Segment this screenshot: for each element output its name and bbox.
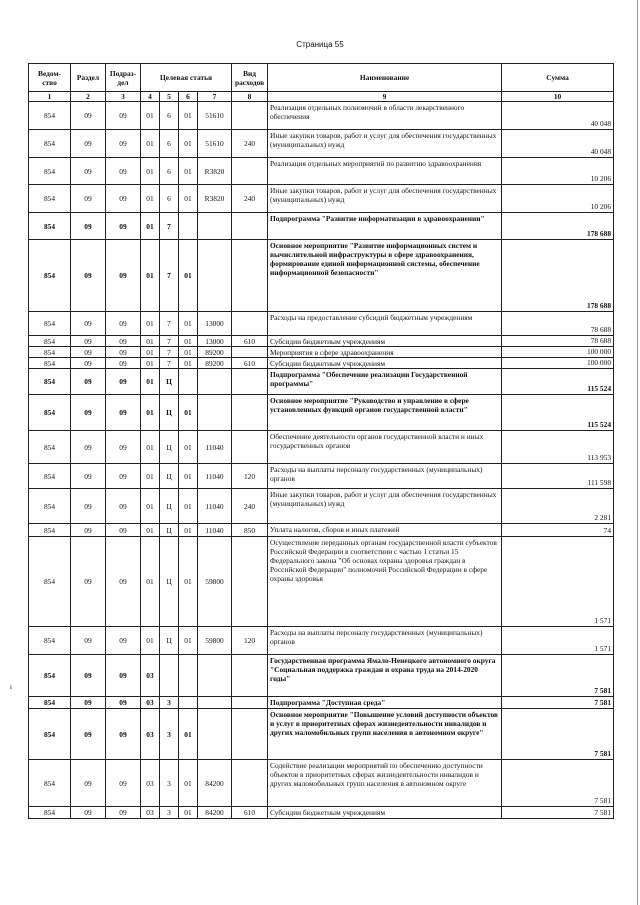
column-number-4: 4 (141, 92, 160, 102)
table-row (29, 240, 614, 312)
event-cell: 01 (179, 102, 198, 130)
razdel-cell: 09 (71, 537, 106, 627)
vedomstvo-cell: 854 (29, 627, 71, 655)
vid-raskhodov-cell: 120 (232, 627, 268, 655)
razdel-cell: 09 (71, 347, 106, 358)
razdel-cell: 09 (71, 369, 106, 395)
column-number-row (29, 92, 614, 102)
budget-table (28, 63, 614, 819)
podrazdel-cell: 09 (106, 213, 141, 240)
header-vid-raskhodov: Вид расходов (232, 64, 268, 92)
event-cell (179, 697, 198, 709)
summa-cell: 2 281 (502, 489, 614, 524)
razdel-cell: 09 (71, 524, 106, 537)
podrazdel-cell: 09 (106, 537, 141, 627)
naimenovanie-cell: Основное мероприятие "Повышение условий доступности объектов и услуг в приоритетных сферах жизнедеятельности инвалидов и других маломобильных групп населения в автономном округе" (268, 709, 502, 760)
program-cell: 03 (141, 709, 160, 760)
event-cell (179, 213, 198, 240)
razdel-cell: 09 (71, 655, 106, 697)
header-naimenovanie: Наименование (268, 64, 502, 92)
razdel-cell: 09 (71, 336, 106, 347)
column-number-3: 3 (106, 92, 141, 102)
subprogram-cell: 7 (160, 336, 179, 347)
naimenovanie-cell: Подпрограмма "Обеспечение реализации Государственной программы" (268, 369, 502, 395)
vedomstvo-cell: 854 (29, 358, 71, 369)
direction-cell: 59800 (198, 627, 232, 655)
naimenovanie-cell: Подпрограмма "Развитие информатизации в здравоохранении" (268, 213, 502, 240)
vid-raskhodov-cell (232, 347, 268, 358)
direction-cell: 11040 (198, 524, 232, 537)
header-summa: Сумма (502, 64, 614, 92)
podrazdel-cell: 09 (106, 102, 141, 130)
event-cell: 01 (179, 312, 198, 336)
table-row (29, 336, 614, 347)
event-cell: 01 (179, 807, 198, 819)
naimenovanie-cell: Расходы на выплаты персоналу государственных (муниципальных) органов (268, 627, 502, 655)
program-cell: 01 (141, 312, 160, 336)
vid-raskhodov-cell: 240 (232, 489, 268, 524)
vedomstvo-cell: 854 (29, 709, 71, 760)
direction-cell: R3820 (198, 185, 232, 213)
naimenovanie-cell: Иные закупки товаров, работ и услуг для обеспечения государственных (муниципальных) нужд (268, 130, 502, 158)
podrazdel-cell: 09 (106, 760, 141, 807)
program-cell: 03 (141, 760, 160, 807)
event-cell: 01 (179, 537, 198, 627)
podrazdel-cell: 09 (106, 464, 141, 489)
razdel-cell: 09 (71, 102, 106, 130)
event-cell: 01 (179, 524, 198, 537)
subprogram-cell: 7 (160, 347, 179, 358)
event-cell: 01 (179, 489, 198, 524)
column-number-2: 2 (71, 92, 106, 102)
vid-raskhodov-cell (232, 369, 268, 395)
program-cell: 01 (141, 130, 160, 158)
table-row (29, 185, 614, 213)
column-number-7: 7 (198, 92, 232, 102)
direction-cell: 84200 (198, 760, 232, 807)
razdel-cell: 09 (71, 185, 106, 213)
naimenovanie-cell: Основное мероприятие "Развитие информационных систем и вычислительной инфраструктуры в сфере здравоохранения, формирование единой информационной системы, обеспечение информационной безопасности" (268, 240, 502, 312)
table-row (29, 213, 614, 240)
subprogram-cell: 7 (160, 213, 179, 240)
subprogram-cell: Ц (160, 537, 179, 627)
event-cell: 01 (179, 347, 198, 358)
table-row (29, 537, 614, 627)
table-row (29, 358, 614, 369)
summa-cell: 7 581 (502, 760, 614, 807)
program-cell: 01 (141, 537, 160, 627)
podrazdel-cell: 09 (106, 240, 141, 312)
direction-cell: 89200 (198, 347, 232, 358)
table-body (29, 102, 614, 819)
program-cell: 01 (141, 464, 160, 489)
razdel-cell: 09 (71, 807, 106, 819)
vedomstvo-cell: 854 (29, 158, 71, 185)
table-row (29, 489, 614, 524)
naimenovanie-cell: Реализация отдельных мероприятий по развитию здравоохранения (268, 158, 502, 185)
event-cell: 01 (179, 158, 198, 185)
program-cell: 03 (141, 807, 160, 819)
podrazdel-cell: 09 (106, 312, 141, 336)
table-row (29, 697, 614, 709)
podrazdel-cell: 09 (106, 489, 141, 524)
event-cell: 01 (179, 431, 198, 464)
direction-cell (198, 709, 232, 760)
razdel-cell: 09 (71, 213, 106, 240)
podrazdel-cell: 09 (106, 158, 141, 185)
program-cell: 03 (141, 697, 160, 709)
header-podrazdel: Подраз-дел (106, 64, 141, 92)
razdel-cell: 09 (71, 395, 106, 431)
vid-raskhodov-cell (232, 158, 268, 185)
podrazdel-cell: 09 (106, 627, 141, 655)
header-razdel: Раздел (71, 64, 106, 92)
event-cell: 01 (179, 185, 198, 213)
podrazdel-cell: 09 (106, 697, 141, 709)
program-cell: 01 (141, 524, 160, 537)
table-row (29, 312, 614, 336)
naimenovanie-cell: Субсидии бюджетным учреждениям (268, 807, 502, 819)
vedomstvo-cell: 854 (29, 312, 71, 336)
program-cell: 01 (141, 336, 160, 347)
event-cell (179, 655, 198, 697)
vid-raskhodov-cell: 240 (232, 130, 268, 158)
direction-cell: 11040 (198, 431, 232, 464)
summa-cell: 78 688 (502, 336, 614, 347)
naimenovanie-cell: Расходы на предоставление субсидий бюджетным учреждениям (268, 312, 502, 336)
naimenovanie-cell: Субсидии бюджетным учреждениям (268, 358, 502, 369)
column-number-1: 1 (29, 92, 71, 102)
naimenovanie-cell: Содействие реализации мероприятий по обеспечению доступности объектов в приоритетных сферах жизнедеятельности инвалидов и других маломобильных групп населения в автономном округе (268, 760, 502, 807)
vid-raskhodov-cell: 610 (232, 807, 268, 819)
subprogram-cell: Ц (160, 627, 179, 655)
summa-cell: 100 000 (502, 358, 614, 369)
podrazdel-cell: 09 (106, 709, 141, 760)
razdel-cell: 09 (71, 489, 106, 524)
direction-cell: 84200 (198, 807, 232, 819)
table-row (29, 807, 614, 819)
subprogram-cell: 3 (160, 709, 179, 760)
subprogram-cell: 7 (160, 312, 179, 336)
razdel-cell: 09 (71, 627, 106, 655)
vid-raskhodov-cell (232, 709, 268, 760)
summa-cell: 1 571 (502, 537, 614, 627)
naimenovanie-cell: Осуществление переданных органам государственной власти субъектов Российской Федерации в соответствии с частью 1 статьи 15 Федерального закона "Об основах охраны здоровья граждан в Российской Федерации" полномочий Российской Федерации в сфере охраны здоровья (268, 537, 502, 627)
program-cell: 01 (141, 240, 160, 312)
vedomstvo-cell: 854 (29, 336, 71, 347)
vedomstvo-cell: 854 (29, 369, 71, 395)
event-cell: 01 (179, 358, 198, 369)
naimenovanie-cell: Государственная программа Ямало-Ненецкого автономного округа "Социальная поддержка граждан и охрана труда на 2014-2020 годы" (268, 655, 502, 697)
direction-cell (198, 213, 232, 240)
column-number-10: 10 (502, 92, 614, 102)
vid-raskhodov-cell: 240 (232, 185, 268, 213)
direction-cell: 89200 (198, 358, 232, 369)
vedomstvo-cell: 854 (29, 395, 71, 431)
vid-raskhodov-cell (232, 697, 268, 709)
direction-cell: 13000 (198, 312, 232, 336)
podrazdel-cell: 09 (106, 347, 141, 358)
naimenovanie-cell: Субсидии бюджетным учреждениям (268, 336, 502, 347)
subprogram-cell: 6 (160, 158, 179, 185)
summa-cell: 10 206 (502, 185, 614, 213)
vid-raskhodov-cell (232, 312, 268, 336)
direction-cell (198, 369, 232, 395)
direction-cell: 11040 (198, 464, 232, 489)
table-row (29, 369, 614, 395)
table-row (29, 395, 614, 431)
event-cell: 01 (179, 336, 198, 347)
podrazdel-cell: 09 (106, 358, 141, 369)
summa-cell: 100 000 (502, 347, 614, 358)
page-title: Страница 55 (296, 40, 344, 49)
table-row (29, 655, 614, 697)
scan-mark: ı (10, 683, 12, 691)
naimenovanie-cell: Обеспечение деятельности органов государственной власти и иных государственных органов (268, 431, 502, 464)
naimenovanie-cell: Подпрограмма "Доступная среда" (268, 697, 502, 709)
summa-cell: 40 048 (502, 130, 614, 158)
razdel-cell: 09 (71, 358, 106, 369)
naimenovanie-cell: Мероприятия в сфере здравоохранения (268, 347, 502, 358)
razdel-cell: 09 (71, 697, 106, 709)
table-row (29, 347, 614, 358)
direction-cell: 11040 (198, 489, 232, 524)
program-cell: 01 (141, 627, 160, 655)
naimenovanie-cell: Иные закупки товаров, работ и услуг для обеспечения государственных (муниципальных) нужд (268, 185, 502, 213)
subprogram-cell: 3 (160, 760, 179, 807)
column-number-8: 8 (232, 92, 268, 102)
vedomstvo-cell: 854 (29, 431, 71, 464)
vedomstvo-cell: 854 (29, 524, 71, 537)
event-cell: 01 (179, 240, 198, 312)
program-cell: 01 (141, 369, 160, 395)
table-row (29, 760, 614, 807)
program-cell: 01 (141, 395, 160, 431)
column-number-9: 9 (268, 92, 502, 102)
table-row (29, 524, 614, 537)
direction-cell: 13000 (198, 336, 232, 347)
razdel-cell: 09 (71, 130, 106, 158)
summa-cell: 178 688 (502, 240, 614, 312)
subprogram-cell: 3 (160, 697, 179, 709)
summa-cell: 7 581 (502, 709, 614, 760)
program-cell: 01 (141, 347, 160, 358)
vid-raskhodov-cell: 120 (232, 464, 268, 489)
vedomstvo-cell: 854 (29, 760, 71, 807)
subprogram-cell: Ц (160, 489, 179, 524)
program-cell: 01 (141, 358, 160, 369)
subprogram-cell: Ц (160, 369, 179, 395)
direction-cell: 51610 (198, 102, 232, 130)
subprogram-cell: 3 (160, 807, 179, 819)
subprogram-cell: 6 (160, 185, 179, 213)
event-cell: 01 (179, 709, 198, 760)
scan-edge (637, 0, 638, 905)
razdel-cell: 09 (71, 464, 106, 489)
vid-raskhodov-cell: 610 (232, 358, 268, 369)
podrazdel-cell: 09 (106, 336, 141, 347)
direction-cell (198, 395, 232, 431)
program-cell: 03 (141, 655, 160, 697)
table-row (29, 158, 614, 185)
vedomstvo-cell: 854 (29, 489, 71, 524)
vedomstvo-cell: 854 (29, 185, 71, 213)
table-row (29, 102, 614, 130)
direction-cell (198, 240, 232, 312)
razdel-cell: 09 (71, 312, 106, 336)
vedomstvo-cell: 854 (29, 240, 71, 312)
table-row (29, 464, 614, 489)
table-row (29, 627, 614, 655)
summa-cell: 10 206 (502, 158, 614, 185)
vid-raskhodov-cell (232, 102, 268, 130)
vid-raskhodov-cell (232, 537, 268, 627)
direction-cell: R3820 (198, 158, 232, 185)
direction-cell: 51610 (198, 130, 232, 158)
direction-cell (198, 697, 232, 709)
event-cell: 01 (179, 130, 198, 158)
naimenovanie-cell: Иные закупки товаров, работ и услуг для обеспечения государственных (муниципальных) нужд (268, 489, 502, 524)
vedomstvo-cell: 854 (29, 655, 71, 697)
direction-cell (198, 655, 232, 697)
column-number-6: 6 (179, 92, 198, 102)
header-tselevaya-statya: Целевая статья (141, 64, 232, 92)
program-cell: 01 (141, 102, 160, 130)
table-row (29, 130, 614, 158)
program-cell: 01 (141, 185, 160, 213)
program-cell: 01 (141, 213, 160, 240)
vid-raskhodov-cell (232, 213, 268, 240)
summa-cell: 115 524 (502, 395, 614, 431)
razdel-cell: 09 (71, 760, 106, 807)
summa-cell: 7 581 (502, 655, 614, 697)
vedomstvo-cell: 854 (29, 213, 71, 240)
summa-cell: 178 688 (502, 213, 614, 240)
column-number-5: 5 (160, 92, 179, 102)
summa-cell: 113 953 (502, 431, 614, 464)
direction-cell: 59800 (198, 537, 232, 627)
header-vedomstvo: Ведом-ство (29, 64, 71, 92)
summa-cell: 40 048 (502, 102, 614, 130)
podrazdel-cell: 09 (106, 807, 141, 819)
subprogram-cell: 6 (160, 130, 179, 158)
vedomstvo-cell: 854 (29, 102, 71, 130)
summa-cell: 1 571 (502, 627, 614, 655)
vid-raskhodov-cell: 850 (232, 524, 268, 537)
podrazdel-cell: 09 (106, 395, 141, 431)
razdel-cell: 09 (71, 158, 106, 185)
summa-cell: 111 598 (502, 464, 614, 489)
vedomstvo-cell: 854 (29, 697, 71, 709)
subprogram-cell: 7 (160, 358, 179, 369)
program-cell: 01 (141, 431, 160, 464)
vid-raskhodov-cell (232, 431, 268, 464)
podrazdel-cell: 09 (106, 431, 141, 464)
program-cell: 01 (141, 489, 160, 524)
vedomstvo-cell: 854 (29, 807, 71, 819)
subprogram-cell (160, 655, 179, 697)
podrazdel-cell: 09 (106, 369, 141, 395)
subprogram-cell: 7 (160, 240, 179, 312)
vedomstvo-cell: 854 (29, 537, 71, 627)
summa-cell: 115 524 (502, 369, 614, 395)
podrazdel-cell: 09 (106, 655, 141, 697)
event-cell: 01 (179, 395, 198, 431)
vid-raskhodov-cell: 610 (232, 336, 268, 347)
vid-raskhodov-cell (232, 395, 268, 431)
naimenovanie-cell: Реализация отдельных полномочий в области лекарственного обеспечения (268, 102, 502, 130)
summa-cell: 7 581 (502, 807, 614, 819)
podrazdel-cell: 09 (106, 185, 141, 213)
vedomstvo-cell: 854 (29, 347, 71, 358)
summa-cell: 74 (502, 524, 614, 537)
podrazdel-cell: 09 (106, 524, 141, 537)
subprogram-cell: Ц (160, 431, 179, 464)
razdel-cell: 09 (71, 431, 106, 464)
event-cell: 01 (179, 627, 198, 655)
table-row (29, 431, 614, 464)
subprogram-cell: Ц (160, 524, 179, 537)
razdel-cell: 09 (71, 709, 106, 760)
event-cell (179, 369, 198, 395)
program-cell: 01 (141, 158, 160, 185)
vid-raskhodov-cell (232, 655, 268, 697)
event-cell: 01 (179, 464, 198, 489)
event-cell: 01 (179, 760, 198, 807)
summa-cell: 7 581 (502, 697, 614, 709)
vedomstvo-cell: 854 (29, 130, 71, 158)
naimenovanie-cell: Расходы на выплаты персоналу государственных (муниципальных) органов (268, 464, 502, 489)
vid-raskhodov-cell (232, 240, 268, 312)
vid-raskhodov-cell (232, 760, 268, 807)
vedomstvo-cell: 854 (29, 464, 71, 489)
table-row (29, 709, 614, 760)
naimenovanie-cell: Уплата налогов, сборов и иных платежей (268, 524, 502, 537)
podrazdel-cell: 09 (106, 130, 141, 158)
subprogram-cell: Ц (160, 464, 179, 489)
subprogram-cell: Ц (160, 395, 179, 431)
summa-cell: 78 688 (502, 312, 614, 336)
razdel-cell: 09 (71, 240, 106, 312)
subprogram-cell: 6 (160, 102, 179, 130)
naimenovanie-cell: Основное мероприятие "Руководство и управление в сфере установленных функций органов государственной власти" (268, 395, 502, 431)
